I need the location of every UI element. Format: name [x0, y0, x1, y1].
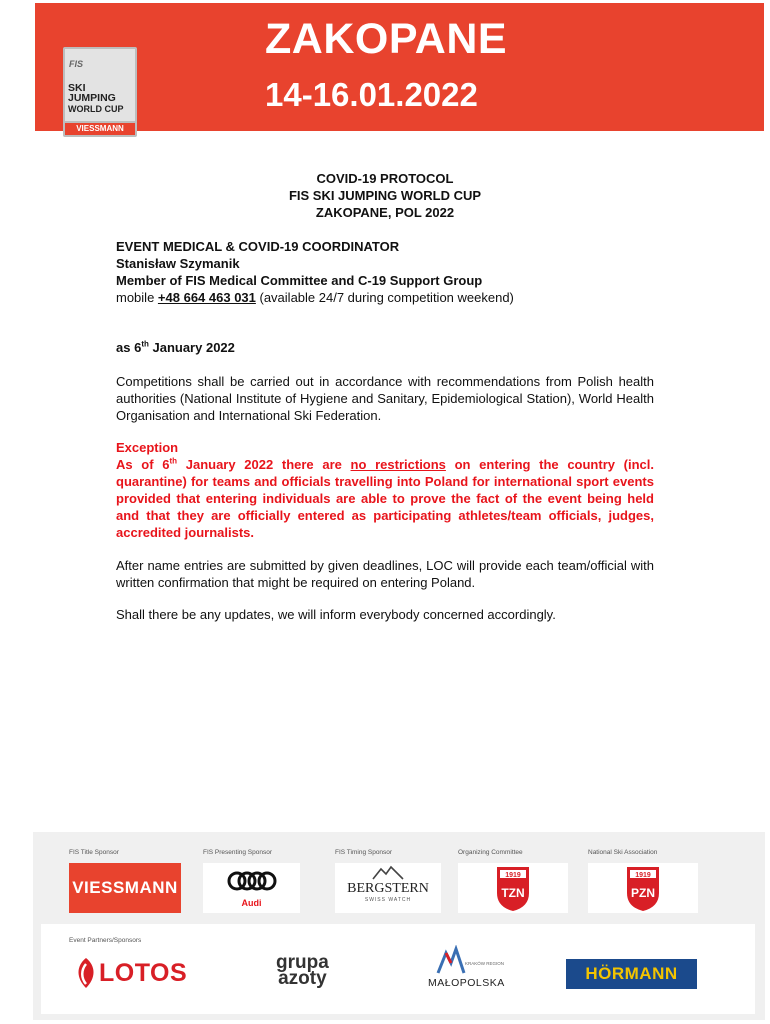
label-national-ski-association: National Ski Association	[588, 849, 658, 856]
badge-line-2: JUMPING	[68, 92, 116, 104]
date-note-suffix: January 2022	[148, 340, 235, 355]
malopolska-subtitle: KRAKÓW REGION	[465, 961, 505, 966]
fis-logo-text: FIS	[69, 59, 84, 69]
date-note-sup: th	[141, 339, 149, 349]
malopolska-logo: MAŁOPOLSKA	[428, 977, 505, 989]
lotos-logo: LOTOS	[99, 959, 188, 987]
tzn-year: 1919	[505, 872, 521, 879]
document-title	[0, 170, 770, 221]
label-timing-sponsor: FIS Timing Sponsor	[335, 849, 393, 856]
header-banner	[35, 3, 764, 131]
date-note	[116, 339, 654, 356]
audi-rings-icon	[203, 863, 300, 897]
viessmann-logo: VIESSMANN	[69, 863, 181, 913]
grupa-line-2: azoty	[278, 968, 327, 989]
paragraph-recommendations: Competitions shall be carried out in accordance with recommendations from Polish health authorities (National Institute of Hygiene and Sanitary, Epidemiological Station), World Health Organisation and International Ski Federation.	[116, 374, 654, 423]
grupa-azoty-logo	[276, 952, 329, 989]
badge-line-1: SKI	[68, 82, 86, 94]
exception-part-3: on entering the country (incl. quarantine) for teams and officials travelling into Poland for international sport events provided that entering individuals are able to prove the fact of the event being held and that they are officially entered as participating athletes/team officials, judges, accredited journalists.	[116, 457, 655, 540]
paragraph-updates: Shall there be any updates, we will inform everybody concerned accordingly.	[116, 607, 556, 622]
coordinator-membership: Member of FIS Medical Committee and C-19 Support Group	[116, 273, 483, 288]
event-title: ZAKOPANE	[265, 15, 508, 63]
audi-logo	[203, 863, 300, 913]
label-organizing-committee: Organizing Committee	[458, 849, 523, 856]
badge-line-3: WORLD CUP	[68, 104, 124, 114]
hormann-logo: HÖRMANN	[566, 959, 697, 989]
coordinator-contact	[116, 289, 654, 306]
mobile-label: mobile	[116, 290, 158, 305]
sponsors-panel	[33, 832, 765, 1020]
bergstern-logo	[335, 863, 441, 913]
coordinator-role: EVENT MEDICAL & COVID-19 COORDINATOR	[116, 239, 400, 254]
label-presenting-sponsor: FIS Presenting Sponsor	[203, 849, 273, 856]
coordinator-block	[116, 238, 654, 306]
doc-title-line-3: ZAKOPANE, POL 2022	[315, 205, 455, 220]
pzn-logo	[588, 863, 698, 913]
tzn-logo	[458, 863, 568, 913]
pzn-year: 1919	[635, 872, 651, 879]
event-dates: 14-16.01.2022	[265, 76, 478, 113]
exception-sup: th	[169, 456, 178, 466]
coordinator-name: Stanisław Szymanik	[116, 256, 240, 271]
pzn-letters: PZN	[631, 886, 655, 900]
phone-number[interactable]: +48 664 463 031	[157, 290, 256, 305]
bergstern-name: BERGSTERN	[347, 881, 429, 896]
exception-no-restrictions: no restrictions	[350, 457, 446, 472]
audi-name: Audi	[241, 898, 262, 908]
mountain-icon	[335, 863, 441, 881]
availability-note: (available 24/7 during competition weekend)	[255, 290, 514, 305]
doc-title-line-1: COVID-19 PROTOCOL	[316, 171, 454, 186]
malopolska-mountain-icon	[436, 945, 466, 975]
ski-jumping-world-cup-logo	[63, 47, 137, 137]
grupa-line-1: grupa	[276, 952, 329, 973]
exception-text	[116, 456, 654, 541]
exception-part-2: January 2022 there are	[177, 457, 351, 472]
date-note-prefix: as 6	[116, 340, 142, 355]
exception-block	[116, 439, 654, 541]
tzn-shield-icon	[458, 863, 568, 913]
lotos-flame-icon	[73, 956, 99, 990]
label-title-sponsor: FIS Title Sponsor	[69, 849, 119, 856]
paragraph-confirmation: After name entries are submitted by given deadlines, LOC will provide each team/official with written confirmation that might be required on entering Poland.	[116, 558, 654, 590]
exception-heading: Exception	[116, 440, 179, 455]
label-event-partners: Event Partners/Sponsors	[69, 937, 142, 944]
pzn-shield-icon	[588, 863, 698, 913]
bergstern-sub: SWISS WATCH	[364, 897, 412, 903]
exception-part-1: As of 6	[116, 457, 170, 472]
tzn-letters: TZN	[501, 886, 525, 900]
doc-title-line-2: FIS SKI JUMPING WORLD CUP	[288, 188, 482, 203]
badge-sponsor: VIESSMANN	[65, 123, 135, 135]
